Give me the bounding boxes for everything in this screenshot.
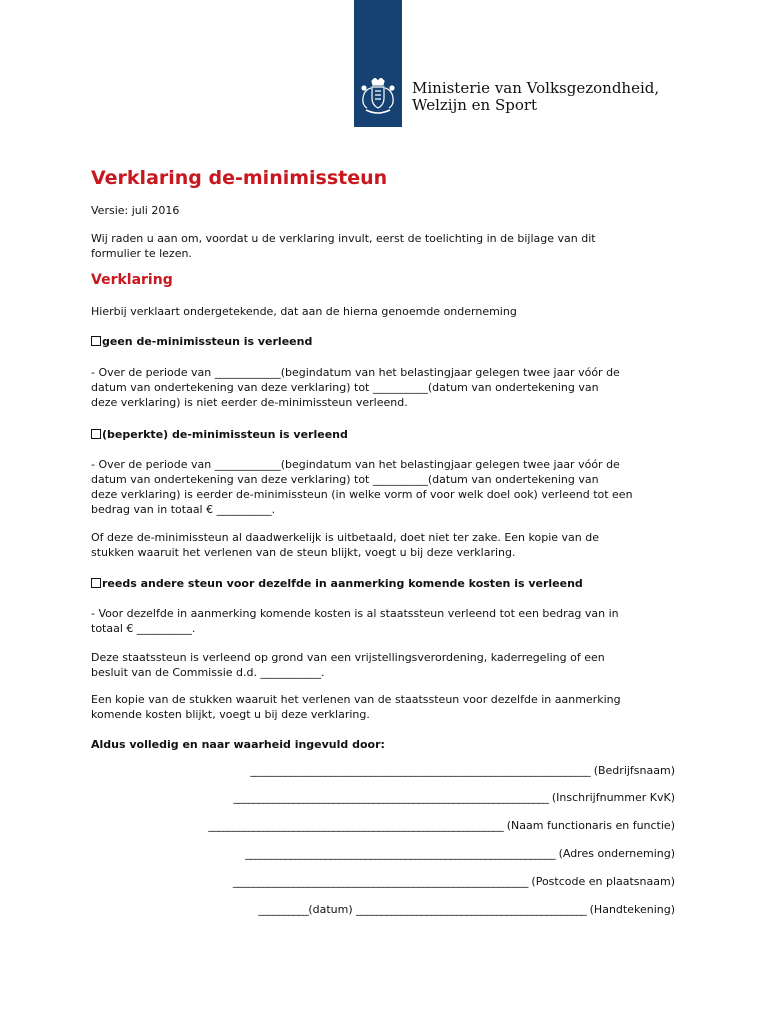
intro-text: Wij raden u aan om, voordat u de verklaring invult, eerst de toelichting in de bijlage van dit formulier te lezen.	[91, 232, 596, 260]
field-official-name[interactable]	[208, 818, 675, 833]
checkbox-limited-aid[interactable]	[91, 429, 101, 439]
option-no-aid-label: geen de-minimissteun is verleend	[102, 335, 313, 348]
option-limited-aid-text: - Over de periode van ____________(begindatum van het belastingjaar gelegen twee jaar vóór de datum van ondertekening van deze verklaring) tot __________(datum van ondertekening van deze verklaring) is eerder de-minimissteun (in welke vorm of voor welk doel ook) verleend tot een bedrag van in totaal € __________.	[91, 458, 633, 516]
field-postcode-city-blank[interactable]: ___________________________________________________________	[232, 875, 528, 888]
section-title: Verklaring	[91, 272, 173, 288]
field-postcode-city[interactable]	[233, 874, 675, 889]
field-official-name-label: (Naam functionaris en functie)	[506, 819, 675, 832]
field-date-label: (datum)	[308, 903, 353, 916]
logo-band	[354, 0, 402, 127]
option-limited-aid-note: Of deze de-minimissteun al daadwerkelijk is uitbetaald, doet niet ter zake. Een kopie van de stukken waaruit het verlenen van de steun blijkt, voegt u bij deze verklaring.	[91, 531, 600, 559]
option-other-aid-basis: Deze staatssteun is verleend op grond van een vrijstellingsverordening, kaderregeling of een besluit van de Commissie d.d. ___________.	[91, 651, 605, 679]
field-kvk-number-blank[interactable]: _______________________________________________________________	[233, 791, 549, 804]
document-title: Verklaring de-minimissteun	[91, 167, 388, 189]
field-official-name-blank[interactable]: ___________________________________________________________	[208, 819, 504, 832]
field-signature-blank[interactable]: ______________________________________________	[356, 903, 587, 916]
field-address-blank[interactable]: ______________________________________________________________	[245, 847, 556, 860]
ministry-name	[412, 80, 659, 114]
signature-heading: Aldus volledig en naar waarheid ingevuld door:	[91, 738, 385, 751]
field-date-blank[interactable]: __________	[258, 903, 309, 916]
ministry-line-2: Welzijn en Sport	[412, 96, 538, 114]
option-other-aid-text: - Voor dezelfde in aanmerking komende kosten is al staatssteun verleend tot een bedrag van in totaal € __________.	[91, 607, 619, 635]
option-limited-aid	[91, 427, 681, 442]
version-text: Versie: juli 2016	[91, 204, 180, 217]
ministry-line-1: Ministerie van Volksgezondheid,	[412, 79, 660, 97]
field-kvk-number[interactable]	[233, 790, 675, 805]
option-no-aid-text: - Over de periode van ____________(begindatum van het belastingjaar gelegen twee jaar vóór de datum van ondertekening van deze verklaring) tot __________(datum van ondertekening van deze verklaring) is niet eerder de-minimissteun verleend.	[91, 366, 620, 409]
field-date-signature[interactable]	[258, 902, 675, 917]
field-address[interactable]	[245, 846, 675, 861]
option-other-aid	[91, 576, 681, 591]
field-postcode-city-label: (Postcode en plaatsnaam)	[531, 875, 675, 888]
field-address-label: (Adres onderneming)	[558, 847, 675, 860]
field-company-name-blank[interactable]: ____________________________________________________________________	[250, 764, 591, 777]
option-limited-aid-label: (beperkte) de-minimissteun is verleend	[102, 428, 348, 441]
option-other-aid-note: Een kopie van de stukken waaruit het verlenen van de staatssteun voor dezelfde in aanmerking komende kosten blijkt, voegt u bij deze verklaring.	[91, 693, 621, 721]
option-no-aid	[91, 334, 681, 349]
checkbox-other-aid[interactable]	[91, 578, 101, 588]
field-company-name-label: (Bedrijfsnaam)	[593, 764, 675, 777]
field-signature-label: (Handtekening)	[589, 903, 675, 916]
option-other-aid-label: reeds andere steun voor dezelfde in aanmerking komende kosten is verleend	[102, 577, 583, 590]
checkbox-no-aid[interactable]	[91, 336, 101, 346]
declaration-lead: Hierbij verklaart ondergetekende, dat aan de hierna genoemde onderneming	[91, 305, 517, 318]
field-company-name[interactable]	[250, 763, 675, 778]
coat-of-arms-icon	[358, 78, 398, 116]
field-kvk-number-label: (Inschrijfnummer KvK)	[551, 791, 675, 804]
